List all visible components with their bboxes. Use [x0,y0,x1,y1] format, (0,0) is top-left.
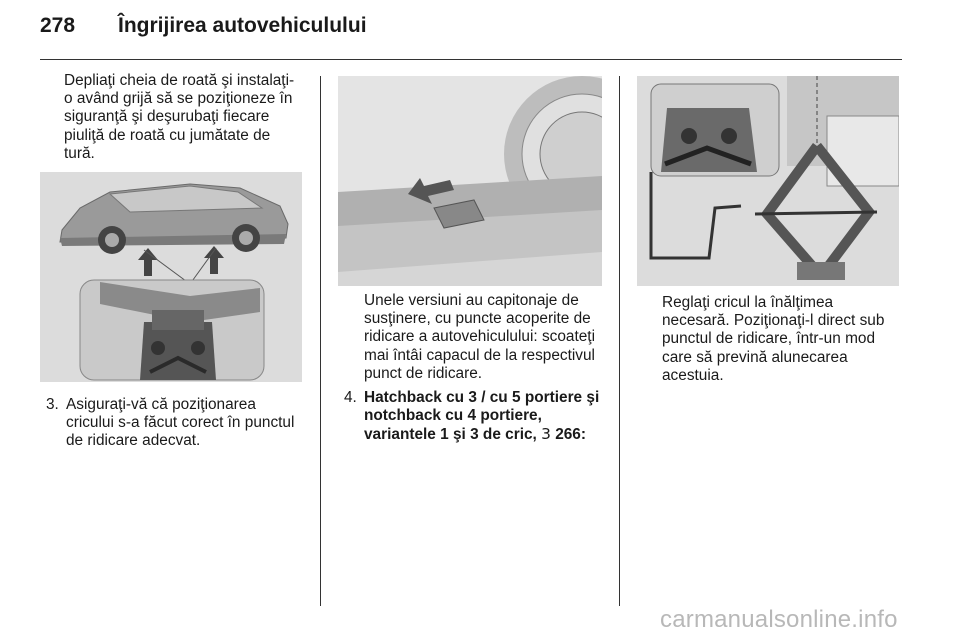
page-title: Îngrijirea autovehiculului [118,14,367,37]
text-line: tură. [64,144,95,162]
text-line: susţinere, cu puncte acoperite de [364,310,591,328]
text-line: de ridicare adecvat. [66,432,201,450]
header-divider [40,59,902,60]
figure-sill-cover [338,76,602,286]
text-line: o având grijă să se poziţioneze în [64,90,293,108]
step-3-text [66,396,316,451]
text-line: ridicare a autovehiculului: scoateţi [364,328,595,346]
step-number: 4. [344,389,357,406]
text-line [364,425,620,444]
text-line: Asiguraţi-vă că poziţionarea [66,396,256,413]
text-line: mai întâi capacul de la respectivul [364,346,595,364]
step-4-text [364,389,620,445]
text-line: Unele versiuni au capitonaje de [364,292,579,309]
step-number: 3. [46,396,59,413]
text-line: Reglaţi cricul la înălţimea [662,294,834,311]
text-line: piuliţă de roată cu jumătate de [64,126,271,144]
text-line: siguranţă şi deşurubaţi fiecare [64,108,270,126]
text-line: notchback cu 4 portiere, [364,407,542,425]
watermark: carmanualsonline.info [660,606,898,633]
column-divider-1 [320,76,321,606]
page-reference: 266: [555,426,586,444]
page-number: 278 [40,14,76,37]
text-line: Depliaţi cheia de roată şi instalaţi- [64,72,295,89]
text-line: necesară. Poziţionaţi-l direct sub [662,312,885,330]
text-line: acestuia. [662,366,724,384]
text-line: care să prevină alunecarea [662,348,848,366]
figure-jack-adjustment [637,76,899,286]
text-line: Hatchback cu 3 / cu 5 portiere şi [364,389,600,406]
page-reference-arrow-icon: 3 [541,425,551,444]
text-line: punct de ridicare. [364,364,483,382]
text-segment: variantele 1 şi 3 de cric, [364,426,537,444]
figure-car-lifting-points [40,172,302,382]
jack-paragraph [662,294,902,385]
intro-paragraph [64,72,314,163]
text-line: punctul de ridicare, într-un mod [662,330,876,348]
text-line: cricului s-a făcut corect în punctul [66,414,295,432]
page-header [0,0,960,62]
cover-paragraph [364,292,620,383]
